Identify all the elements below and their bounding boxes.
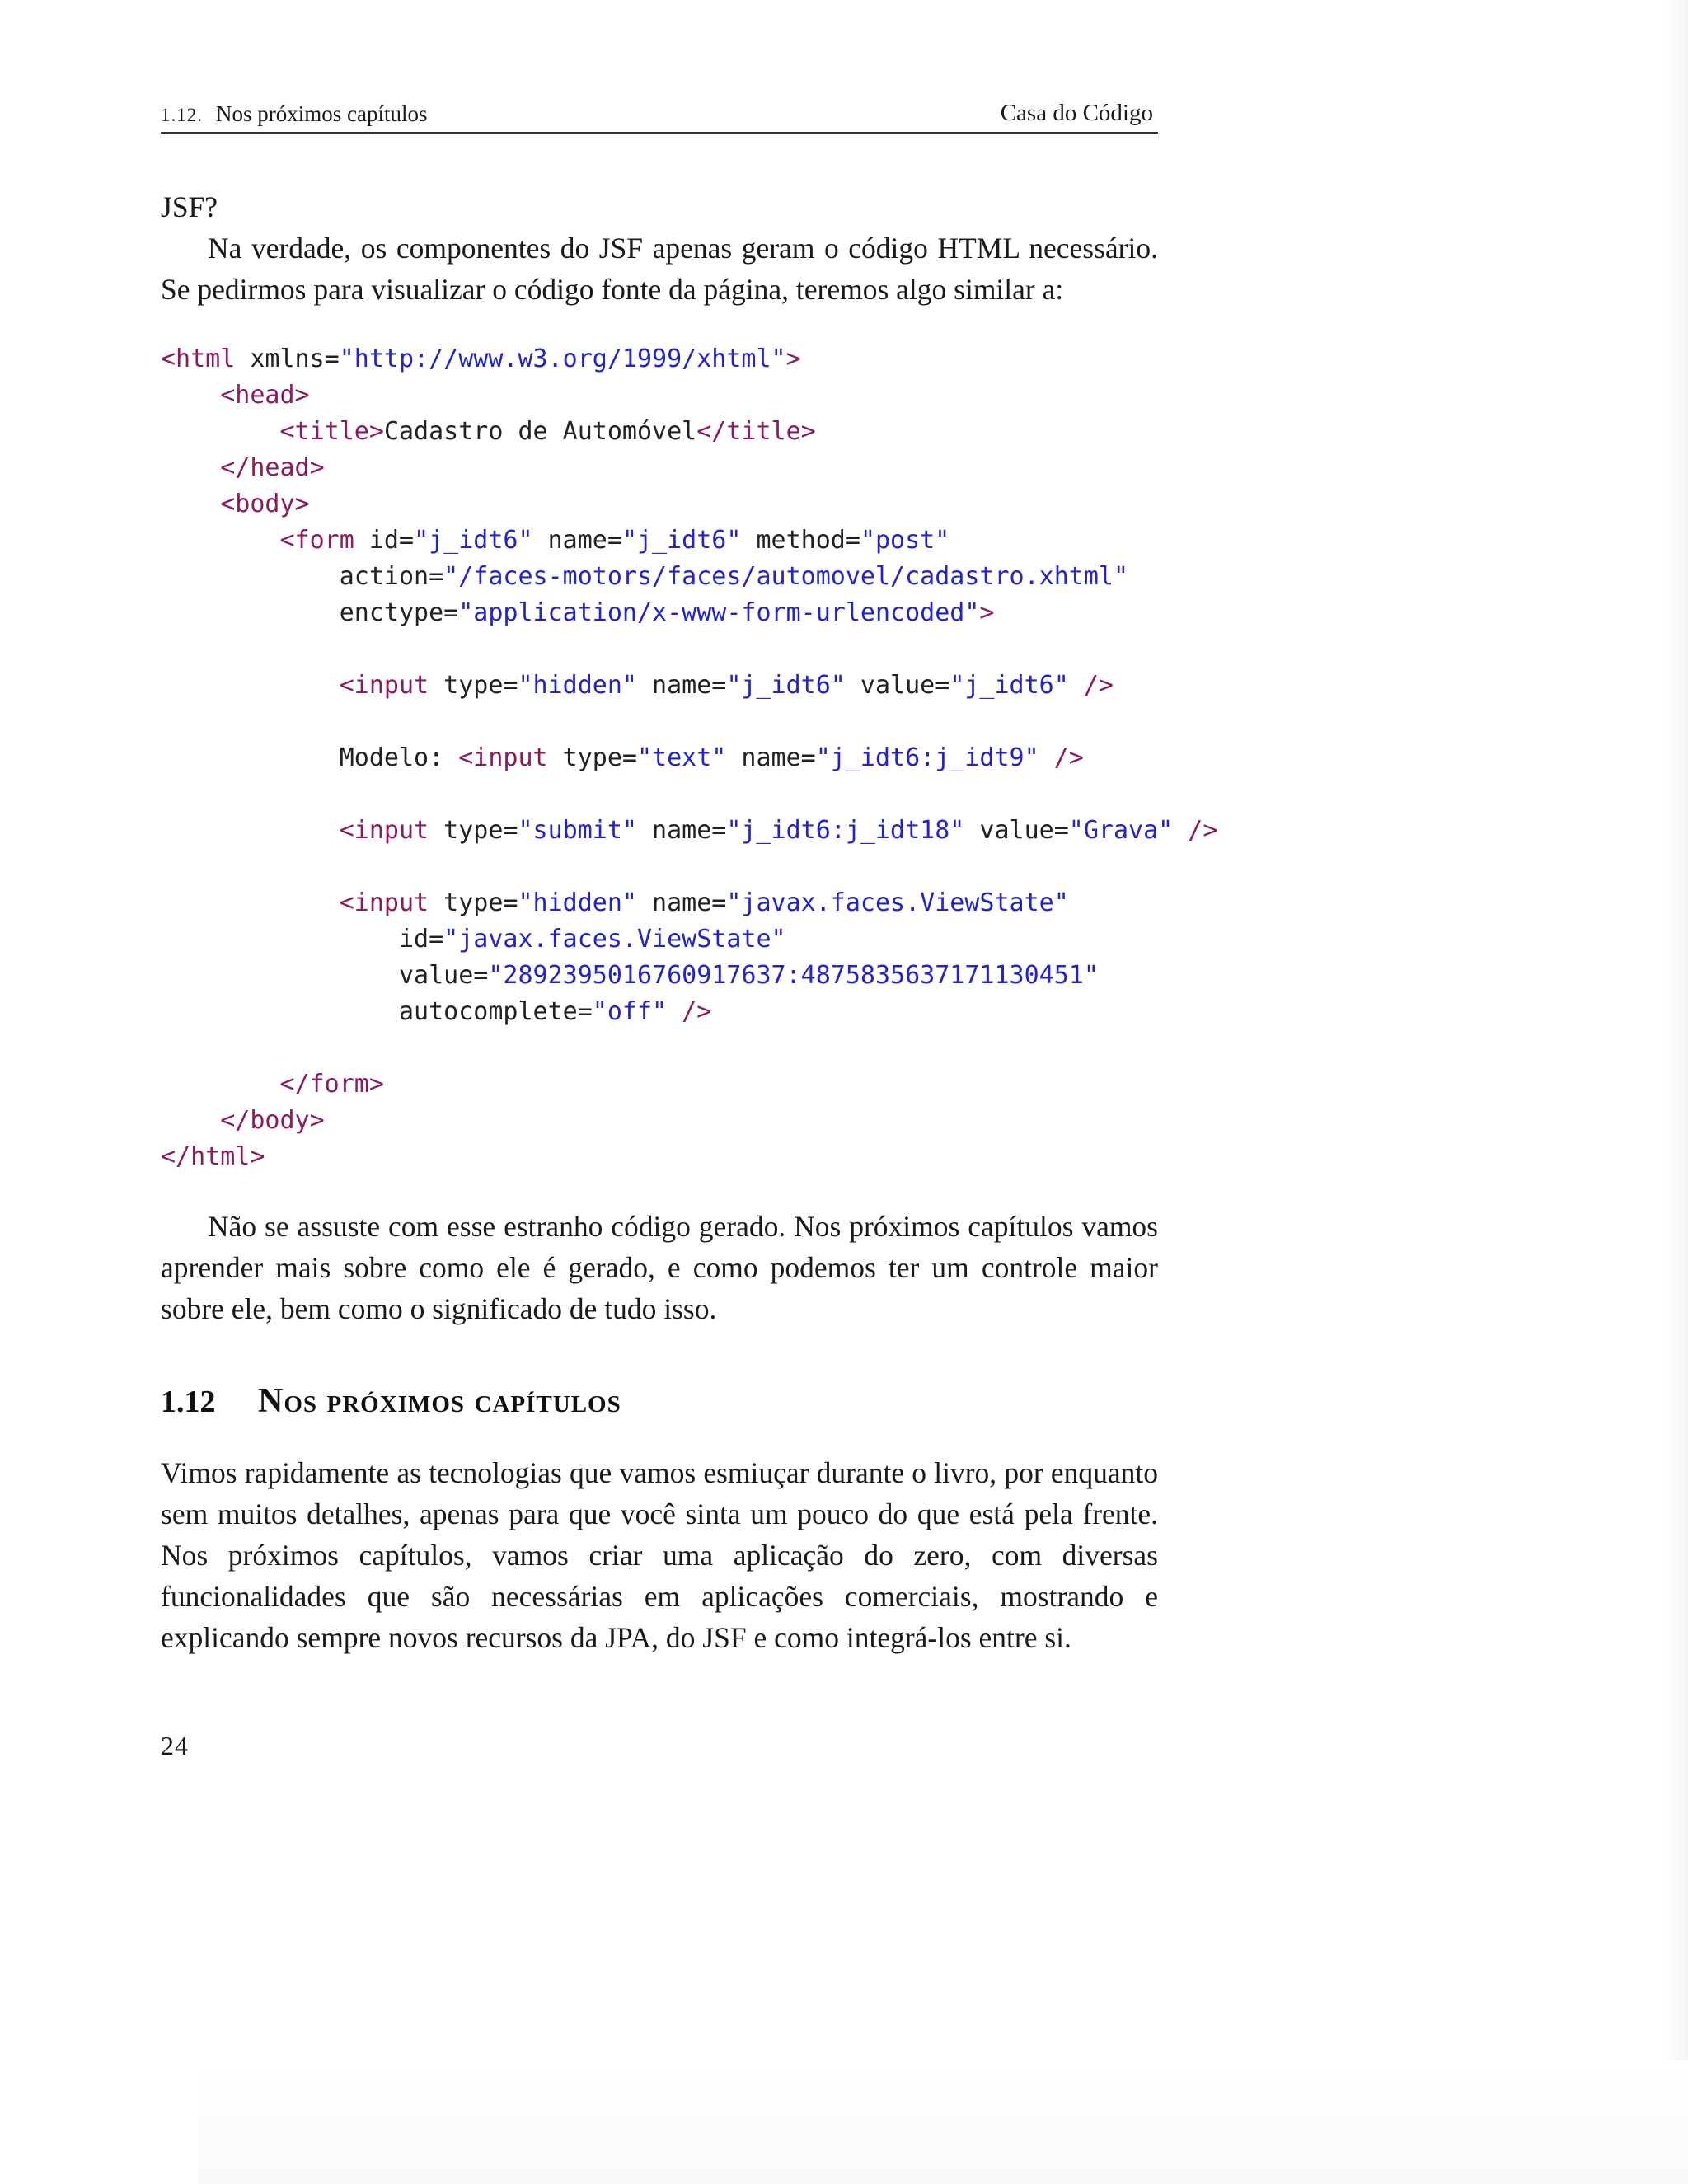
code-token-plain (161, 381, 220, 410)
code-line (161, 885, 1199, 921)
page-edge-shadow (1663, 0, 1688, 2184)
code-token-str: "j_idt6:j_idt9" (815, 743, 1039, 772)
code-token-plain: name= (637, 888, 727, 917)
code-line (161, 1066, 1199, 1103)
code-token-tag: <form (279, 526, 354, 555)
code-token-tag: <title> (279, 417, 384, 446)
code-line (161, 776, 1199, 813)
code-token-plain: Cadastro de Automóvel (383, 417, 697, 446)
code-token-tag: <input (458, 743, 548, 772)
code-token-tag: </form> (279, 1070, 384, 1099)
code-token-plain: name= (637, 671, 727, 700)
code-token-tag: </head> (220, 453, 325, 482)
code-token-plain: type= (547, 743, 637, 772)
section-heading (161, 1381, 1158, 1421)
paragraph-next-chapters-wrap (161, 1452, 1158, 1658)
code-token-tag: > (979, 598, 995, 627)
code-token-plain: name= (726, 743, 816, 772)
code-token-str: "j_idt6" (726, 671, 846, 700)
intro-text (161, 186, 1158, 310)
code-token-str: "off" (592, 997, 668, 1026)
code-token-tag: /> (1068, 671, 1114, 700)
code-token-plain: autocomplete= (161, 997, 593, 1026)
code-token-plain: id= (161, 925, 444, 954)
code-token-plain: type= (429, 888, 518, 917)
code-token-tag: <html (161, 344, 236, 373)
code-token-plain: method= (741, 526, 860, 555)
code-token-str: "j_idt6:j_idt18" (726, 816, 965, 845)
code-token-plain (161, 490, 220, 518)
header-section-title: Nos próximos capítulos (216, 101, 428, 126)
code-line (161, 704, 1199, 740)
code-line (161, 1030, 1199, 1066)
code-line (161, 631, 1199, 668)
code-token-plain: enctype= (161, 598, 459, 627)
code-line (161, 523, 1199, 559)
code-line (161, 450, 1199, 486)
code-line (161, 849, 1199, 885)
code-token-plain: name= (637, 816, 727, 845)
paragraph-components: Na verdade, os componentes do JSF apenas geram o código HTML necessário. Se pedirmos para visualizar o código fonte da página, teremos algo similar a: (161, 232, 1158, 306)
code-line (161, 958, 1199, 994)
code-token-plain: xmlns= (235, 344, 340, 373)
code-token-str: "/faces-motors/faces/automovel/cadastro.xhtml" (443, 562, 1129, 591)
code-token-tag: /> (667, 997, 712, 1026)
code-token-tag: <body> (220, 490, 310, 518)
code-token-plain (161, 526, 280, 555)
code-line (161, 668, 1199, 704)
code-line (161, 1139, 1199, 1175)
code-token-tag: </body> (220, 1106, 325, 1135)
code-token-plain (161, 888, 340, 917)
code-line (161, 994, 1199, 1030)
running-header (161, 97, 1158, 134)
code-line (161, 740, 1199, 776)
code-token-plain: Modelo: (161, 743, 459, 772)
code-token-plain (161, 417, 280, 446)
code-token-tag: </title> (696, 417, 816, 446)
paragraph-generated-code-wrap (161, 1206, 1158, 1329)
code-token-str: "j_idt6" (621, 526, 742, 555)
code-token-str: "submit" (518, 816, 637, 845)
code-token-plain: type= (429, 671, 518, 700)
code-token-str: "hidden" (518, 671, 637, 700)
code-listing (161, 341, 1218, 1175)
code-token-tag: <input (339, 671, 429, 700)
code-token-tag: <input (339, 816, 429, 845)
code-token-tag: <input (339, 888, 429, 917)
code-token-str: "http://www.w3.org/1999/xhtml" (339, 344, 786, 373)
code-token-str: "post" (860, 526, 950, 555)
code-token-str: "text" (636, 743, 727, 772)
code-token-plain: type= (429, 816, 518, 845)
code-line (161, 377, 1199, 414)
code-token-plain: id= (354, 526, 415, 555)
code-token-tag: /> (1039, 743, 1084, 772)
code-token-plain (161, 1106, 220, 1135)
code-token-str: "j_idt6" (950, 671, 1069, 700)
paragraph-generated-code: Não se assuste com esse estranho código gerado. Nos próximos capítulos vamos aprender mais sobre como ele é gerado, e como podemos ter um controle maior sobre ele, bem como o significado de tudo isso. (161, 1210, 1158, 1325)
text-line-jsf: JSF? (161, 190, 218, 223)
header-book-title: Casa do Código (1000, 100, 1153, 126)
code-token-plain: value= (964, 816, 1069, 845)
code-token-plain: value= (845, 671, 950, 700)
header-section-number: 1.12. (161, 105, 203, 125)
code-token-plain (161, 453, 220, 482)
code-token-str: "j_idt6" (414, 526, 533, 555)
code-token-str: "2892395016760917637:4875835637171130451" (488, 961, 1099, 990)
code-line (161, 559, 1199, 595)
code-token-tag: <head> (220, 381, 310, 410)
code-token-tag: > (785, 344, 801, 373)
code-token-tag: /> (1173, 816, 1218, 845)
code-line (161, 341, 1199, 377)
code-line (161, 813, 1218, 849)
section-title: Nos próximos capítulos (258, 1382, 621, 1420)
section-number: 1.12 (161, 1385, 216, 1419)
code-token-tag: </html> (161, 1142, 265, 1171)
code-token-plain (161, 671, 340, 700)
code-token-plain: name= (532, 526, 622, 555)
code-token-str: "Grava" (1068, 816, 1174, 845)
code-token-plain: action= (161, 562, 444, 591)
header-section (161, 101, 428, 127)
page-bottom-shadow (198, 2060, 1688, 2184)
code-line (161, 414, 1199, 450)
code-token-plain: value= (161, 961, 489, 990)
code-token-str: "hidden" (518, 888, 637, 917)
code-line (161, 921, 1199, 958)
code-token-str: "application/x-www-form-urlencoded" (458, 598, 980, 627)
code-token-str: "javax.faces.ViewState" (443, 925, 786, 954)
page-number: 24 (161, 1731, 189, 1760)
code-line (161, 486, 1199, 523)
code-token-str: "javax.faces.ViewState" (726, 888, 1069, 917)
code-line (161, 595, 1199, 631)
code-line (161, 1103, 1199, 1139)
code-token-plain (161, 816, 340, 845)
paragraph-next-chapters: Vimos rapidamente as tecnologias que vamos esmiuçar durante o livro, por enquanto sem muitos detalhes, apenas para que você sinta um pouco do que está pela frente. Nos próximos capítulos, vamos criar uma aplicação do zero, com diversas funcionalidades que são necessárias em aplicações comerciais, mostrando e explicando sempre novos recursos da JPA, do JSF e como integrá-los entre si. (161, 1456, 1158, 1654)
code-token-plain (161, 1070, 280, 1099)
